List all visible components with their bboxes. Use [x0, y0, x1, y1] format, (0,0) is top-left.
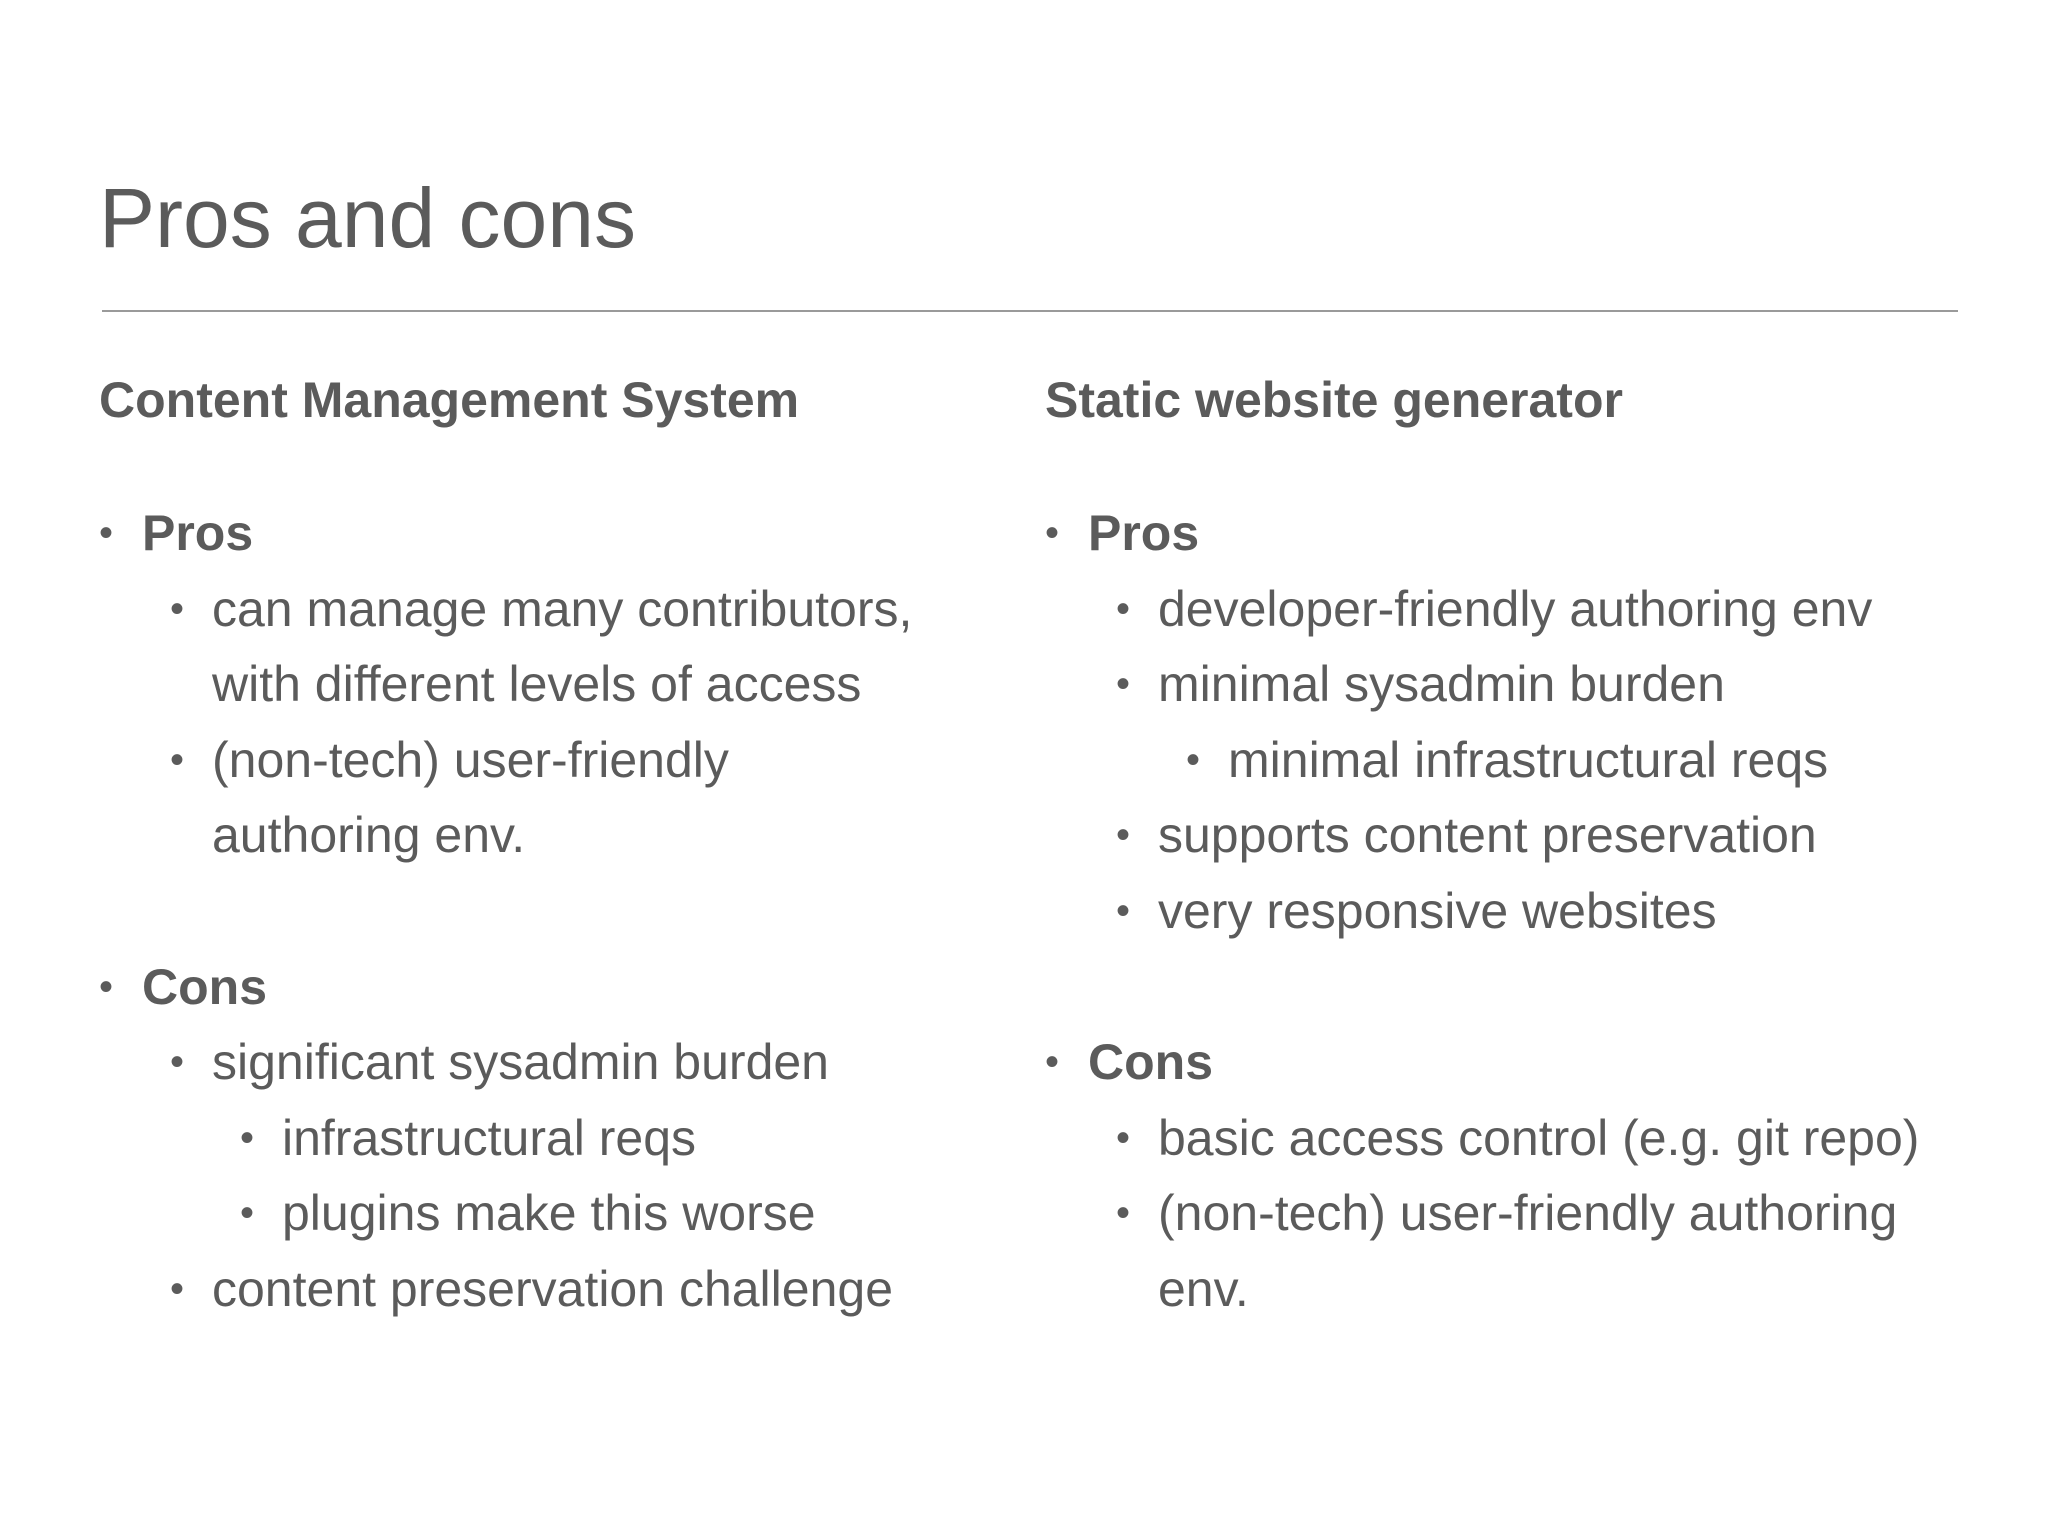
bullet-icon: •	[170, 586, 185, 631]
cms-cons-subitem-text: plugins make this worse	[282, 1185, 816, 1241]
ssg-pros-subitem-text: minimal infrastructural reqs	[1228, 731, 1829, 788]
title-divider	[102, 310, 1958, 312]
bullet-icon: •	[1116, 1191, 1131, 1235]
ssg-cons-label-text: Cons	[1088, 1034, 1213, 1090]
ssg-pros-item-text: minimal sysadmin burden	[1158, 656, 1725, 712]
cms-pros-item	[99, 723, 999, 799]
cms-pros-item-continuation	[99, 798, 999, 874]
cms-pros-item	[99, 572, 999, 648]
ssg-cons-item-text: basic access control (e.g. git repo)	[1158, 1109, 1920, 1166]
ssg-pros-item-text: developer-friendly authoring env	[1158, 580, 1873, 637]
ssg-pros-label	[1045, 496, 1985, 572]
ssg-pros-item	[1045, 798, 1985, 874]
ssg-pros-item-text: supports content preservation	[1158, 807, 1817, 863]
slide-title: Pros and cons	[99, 171, 636, 265]
bullet-icon: •	[240, 1191, 255, 1235]
cms-column	[99, 365, 999, 1327]
ssg-pros-item-text: very responsive websites	[1158, 882, 1717, 939]
bullet-icon: •	[1116, 813, 1131, 857]
ssg-pros-item	[1045, 874, 1985, 950]
bullet-icon: •	[1116, 1115, 1131, 1160]
cms-pros-item-continuation	[99, 647, 999, 723]
cms-pros-item-text: with different levels of access	[212, 656, 862, 712]
ssg-pros-item	[1045, 647, 1985, 723]
spacer	[99, 874, 999, 950]
ssg-cons-item-continuation	[1045, 1252, 1985, 1328]
bullet-icon: •	[1116, 586, 1131, 631]
cms-cons-item	[99, 1025, 999, 1101]
cms-cons-subitem	[99, 1176, 999, 1252]
bullet-icon: •	[170, 1040, 185, 1084]
spacer	[1045, 435, 1985, 496]
bullet-icon: •	[170, 1266, 185, 1311]
ssg-pros-label-text: Pros	[1088, 505, 1200, 561]
cms-cons-item	[99, 1252, 999, 1328]
bullet-icon: •	[1116, 888, 1131, 933]
spacer	[99, 435, 999, 496]
cms-cons-label-text: Cons	[142, 958, 267, 1015]
ssg-heading: Static website generator	[1045, 372, 1623, 428]
bullet-icon: •	[99, 964, 114, 1009]
ssg-cons-item-text: env.	[1158, 1260, 1249, 1317]
cms-cons-item-text: significant sysadmin burden	[212, 1034, 829, 1090]
ssg-column	[1045, 365, 1985, 1327]
cms-cons-item-text: content preservation challenge	[212, 1260, 894, 1317]
bullet-icon: •	[1116, 662, 1131, 706]
cms-pros-item-text: can manage many contributors,	[212, 580, 913, 637]
ssg-cons-label	[1045, 1025, 1985, 1101]
ssg-pros-subitem	[1045, 723, 1985, 799]
cms-pros-item-text: (non-tech) user-friendly	[212, 731, 729, 788]
cms-pros-item-text: authoring env.	[212, 807, 526, 863]
bullet-icon: •	[1186, 737, 1201, 782]
bullet-icon: •	[1045, 1040, 1060, 1084]
bullet-icon: •	[170, 737, 185, 782]
cms-pros-label-text: Pros	[142, 505, 254, 561]
bullet-icon: •	[1045, 511, 1060, 555]
cms-cons-label	[99, 950, 999, 1026]
bullet-icon: •	[99, 511, 114, 555]
cms-cons-subitem-text: infrastructural reqs	[282, 1109, 697, 1166]
cms-heading: Content Management System	[99, 372, 800, 428]
cms-pros-label	[99, 496, 999, 572]
bullet-icon: •	[240, 1115, 255, 1160]
ssg-pros-item	[1045, 572, 1985, 648]
ssg-cons-item-text: (non-tech) user-friendly authoring	[1158, 1185, 1898, 1241]
ssg-cons-item	[1045, 1101, 1985, 1177]
ssg-cons-item	[1045, 1176, 1985, 1252]
spacer	[1045, 949, 1985, 1025]
cms-cons-subitem	[99, 1101, 999, 1177]
